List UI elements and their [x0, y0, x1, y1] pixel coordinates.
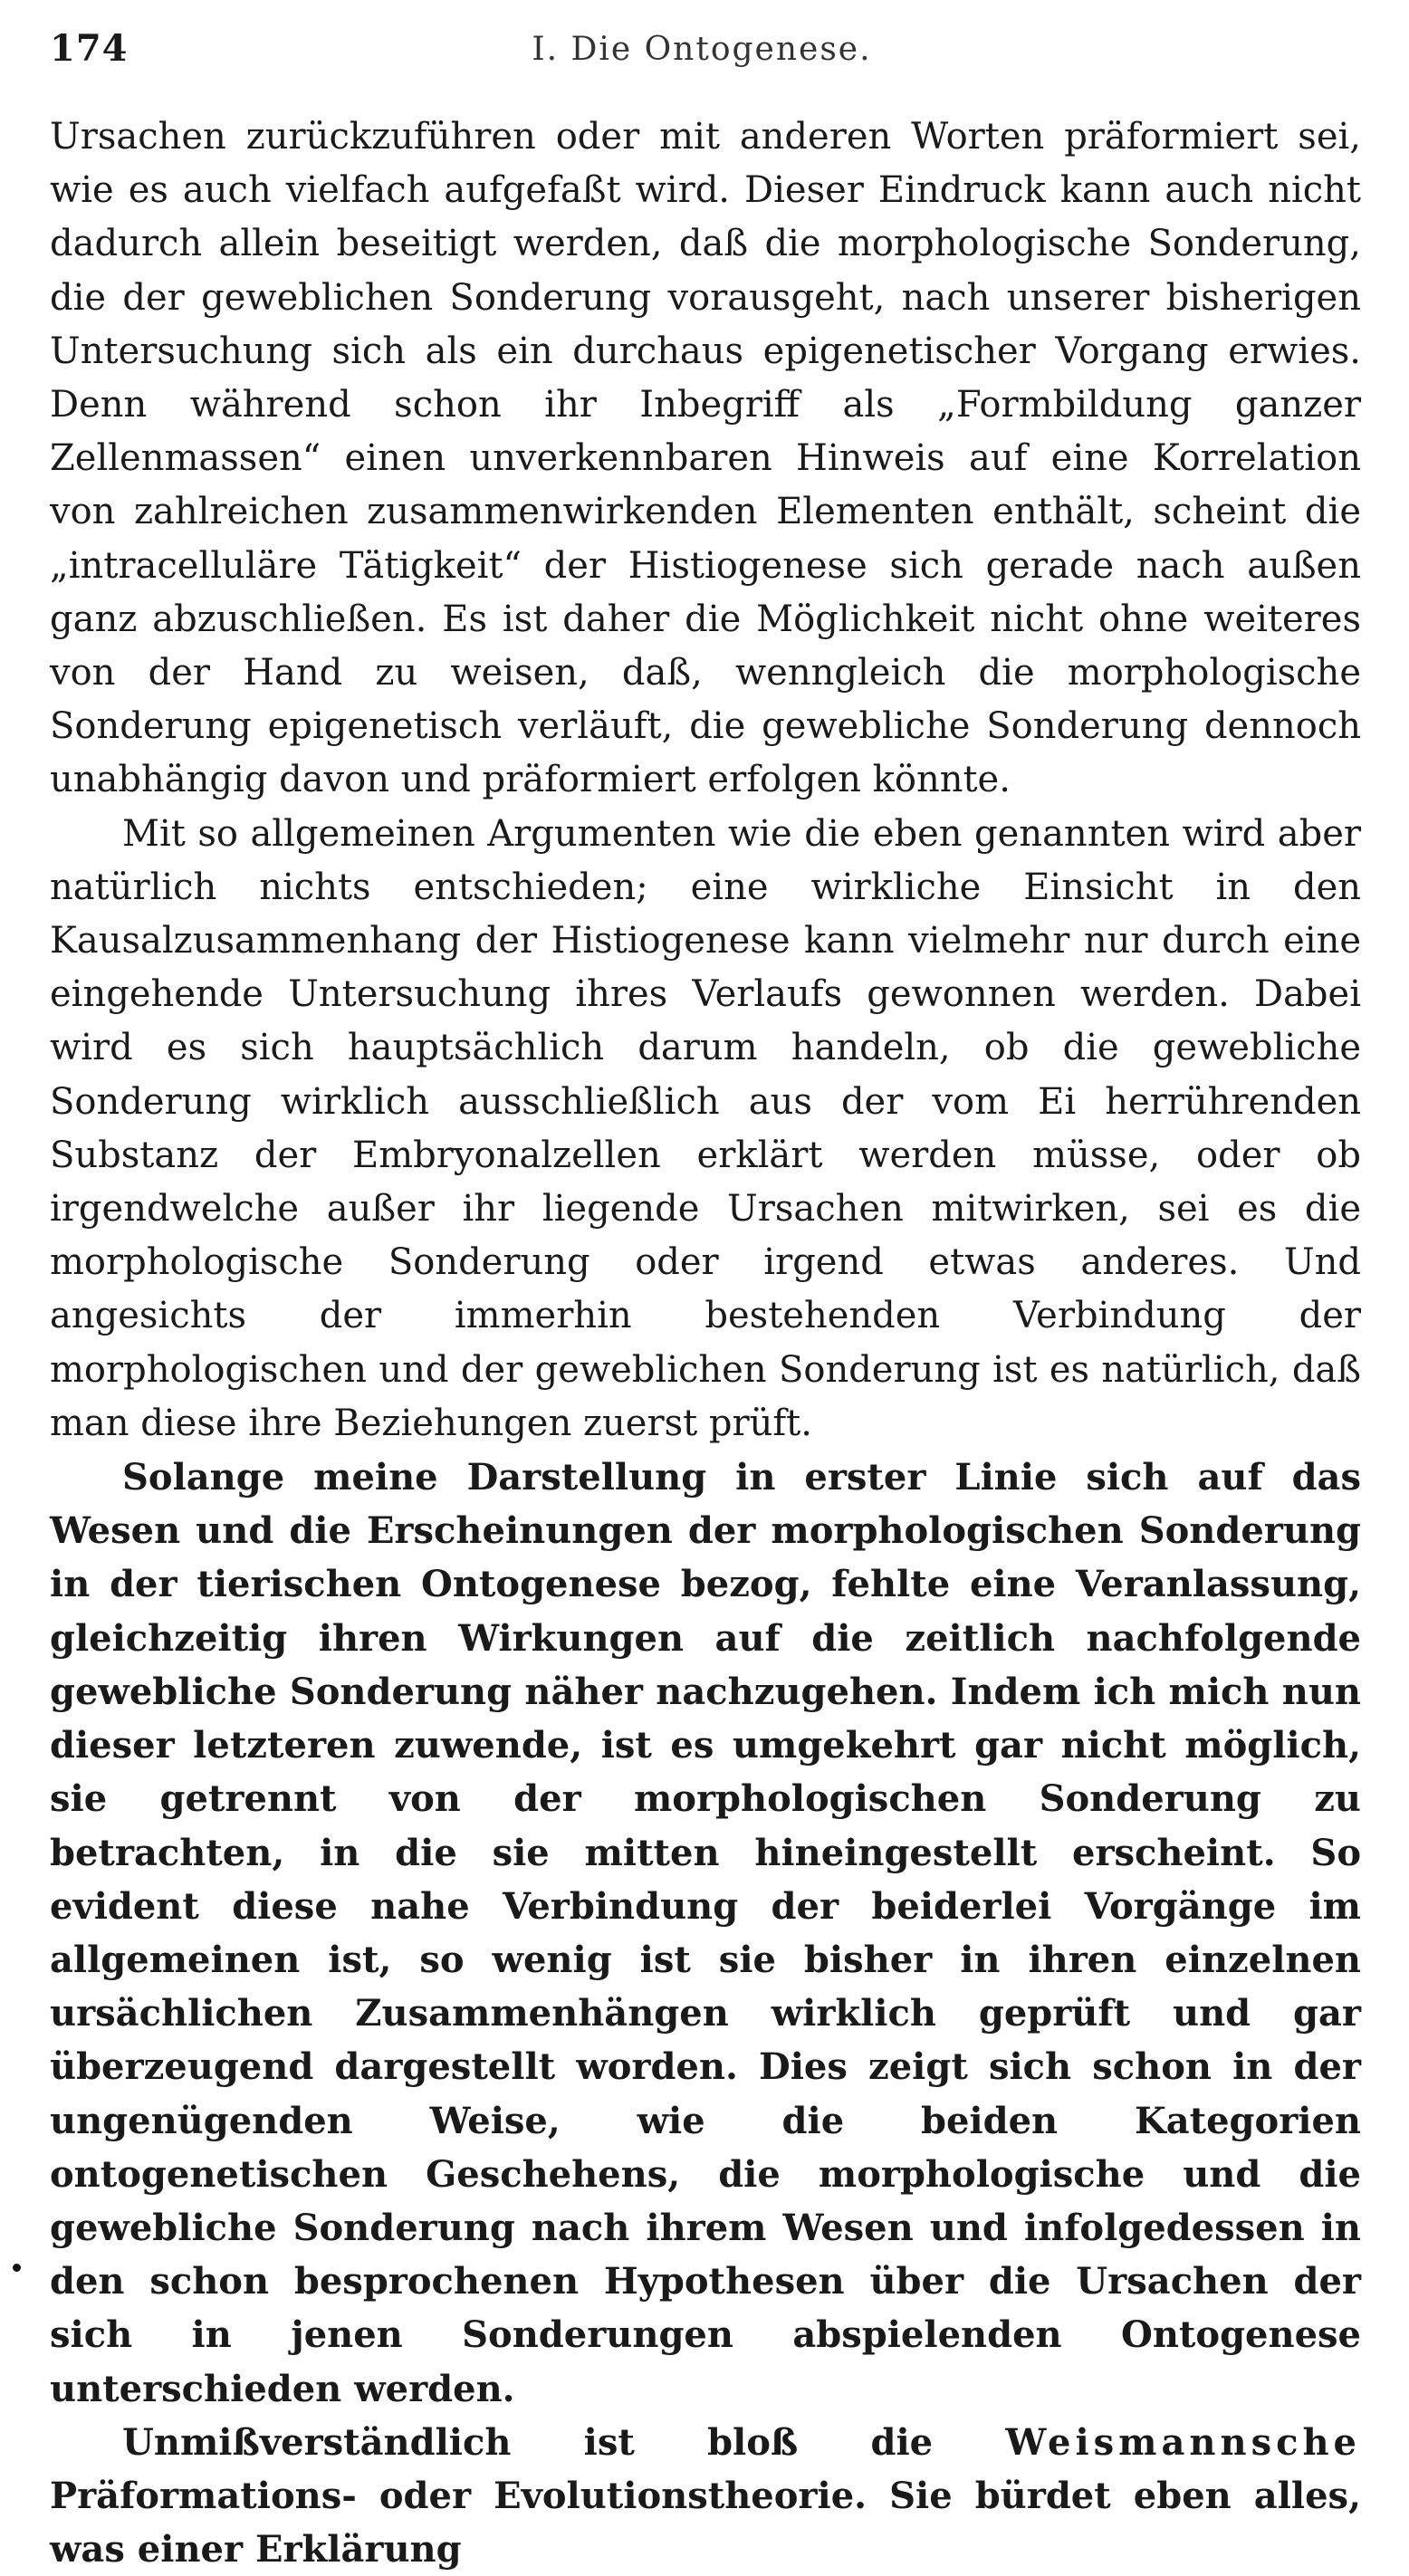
paragraph-4-start: Unmißverständlich ist bloß die [122, 2420, 1006, 2464]
paragraph-4 [50, 2416, 1361, 2576]
paragraph-1: Ursachen zurückzuführen oder mit anderen Worten präformiert sei, wie es auch vielfach aufgefaßt wird. Dieser Eindruck kann auch nicht dadurch allein beseitigt werden, daß die morphologische Sonderung, die der geweblichen Sonderung vorausgeht, nach unserer bisherigen Untersuchung sich als ein durchaus epigenetischer Vorgang erwies. Denn während schon ihr Inbegriff als „Formbildung ganzer Zellenmassen“ einen unverkennbaren Hinweis auf eine Korrelation von zahlreichen zusammenwirkenden Elementen enthält, scheint die „intracelluläre Tätigkeit“ der Histiogenese sich gerade nach außen ganz abzuschließen. Es ist daher die Möglichkeit nicht ohne weiteres von der Hand zu weisen, daß, wenngleich die morphologische Sonderung epigenetisch verläuft, die gewebliche Sonderung dennoch unabhängig davon und präformiert erfolgen könnte. [50, 116, 1361, 801]
page-number: 174 [50, 27, 129, 70]
page-header [50, 27, 1354, 91]
paragraph-4-end: Präformations- oder Evolutionstheorie. Sie bürdet eben alles, was einer Erklärung [50, 2474, 1361, 2571]
body-text [50, 110, 1361, 2576]
ink-speck [13, 2264, 21, 2272]
spaced-name-weismannsche: Weismannsche [1005, 2420, 1361, 2464]
paragraph-3: Solange meine Darstellung in erster Linie sich auf das Wesen und die Erscheinungen der morphologischen Sonderung in der tierischen Ontogenese bezog, fehlte eine Veranlassung, gleichzeitig ihren Wirkungen auf die zeitlich nachfolgende gewebliche Sonderung näher nachzugehen. Indem ich mich nun dieser letzteren zuwende, ist es umgekehrt gar nicht möglich, sie getrennt von der morphologischen Sonderung zu betrachten, in die sie mitten hineingestellt erscheint. So evident diese nahe Verbindung der beiderlei Vorgänge im allgemeinen ist, so wenig ist sie bisher in ihren einzelnen ursächlichen Zusammenhängen wirklich geprüft und gar überzeugend dargestellt worden. Dies zeigt sich schon in der ungenügenden Weise, wie die beiden Kategorien ontogenetischen Geschehens, die morphologische und die gewebliche Sonderung nach ihrem Wesen und infolgedessen in den schon besprochenen Hypothesen über die Ursachen der sich in jenen Sonderungen abspielenden Ontogenese unterschieden werden. [50, 1456, 1361, 2410]
running-head: I. Die Ontogenese. [532, 31, 872, 68]
paragraph-2: Mit so allgemeinen Argumenten wie die eben genannten wird aber natürlich nichts entschieden; eine wirkliche Einsicht in den Kausalzusammenhang der Histiogenese kann vielmehr nur durch eine eingehende Untersuchung ihres Verlaufs gewonnen werden. Dabei wird es sich hauptsächlich darum handeln, ob die gewebliche Sonderung wirklich ausschließlich aus der vom Ei herrührenden Substanz der Embryonalzellen erklärt werden müsse, oder ob irgendwelche außer ihr liegende Ursachen mitwirken, sei es die morphologische Sonderung oder irgend etwas anderes. Und angesichts der immerhin bestehenden Verbindung der morphologischen und der geweblichen Sonderung ist es natürlich, daß man diese ihre Beziehungen zuerst prüft. [50, 812, 1361, 1444]
